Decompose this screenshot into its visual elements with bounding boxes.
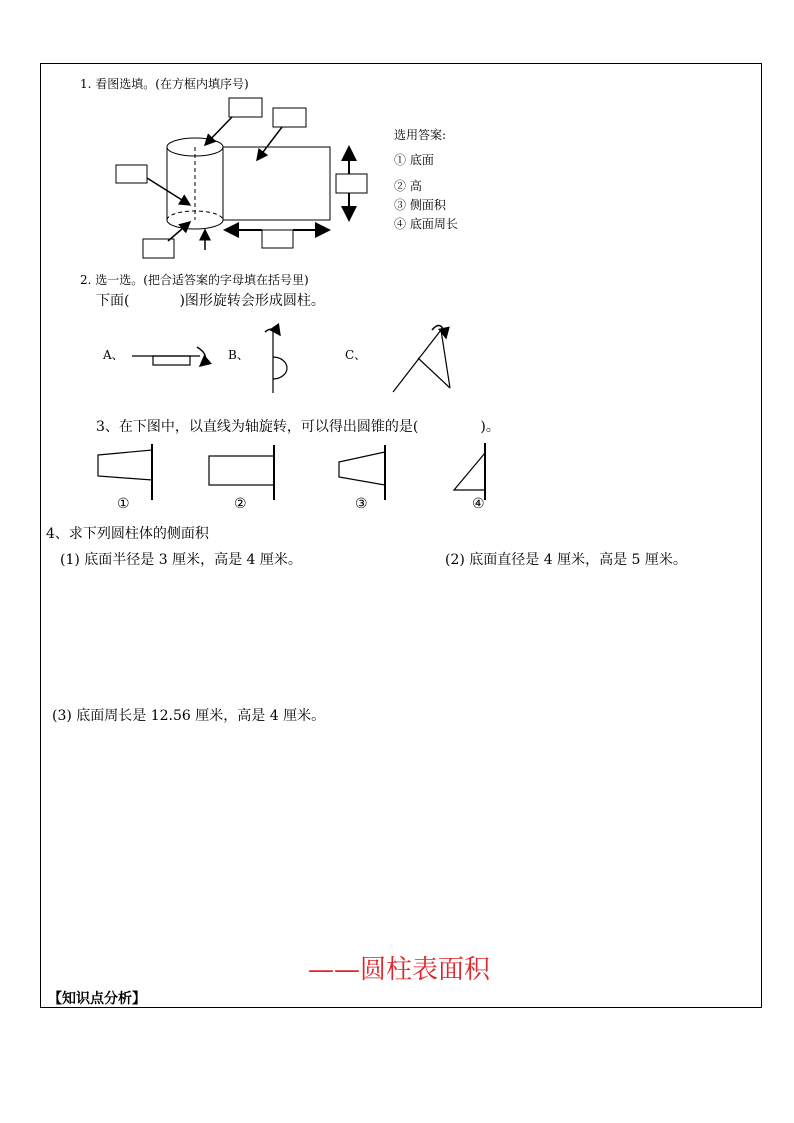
knowledge-heading: 【知识点分析】 — [48, 991, 146, 1007]
q3-question-post: )。 — [480, 419, 500, 435]
option-4: ④ 底面周长 — [394, 217, 458, 231]
option-1: ① 底面 — [394, 153, 434, 167]
q4-item-1: (1) 底面半径是 3 厘米，高是 4 厘米。 — [60, 552, 302, 568]
q2-label-b: B、 — [228, 348, 249, 362]
q4-item-3: (3) 底面周长是 12.56 厘米，高是 4 厘米。 — [52, 708, 326, 724]
section-title: ——圆柱表面积 — [308, 955, 491, 985]
q3-label-2: ② — [234, 496, 247, 512]
q2-question-post: )图形旋转会形成圆柱。 — [179, 293, 325, 309]
q4-title: 4、求下列圆柱体的侧面积 — [46, 526, 209, 542]
q3-label-1: ① — [117, 496, 130, 512]
options-title: 选用答案: — [394, 128, 447, 142]
q2-title: 2. 选一选。(把合适答案的字母填在括号里) — [80, 273, 309, 287]
q3-label-3: ③ — [355, 496, 368, 512]
q3-label-4: ④ — [472, 496, 485, 512]
q1-title: 1. 看图选填。(在方框内填序号) — [80, 77, 249, 91]
option-2: ② 高 — [394, 179, 422, 193]
q3-question-pre: 3、在下图中，以直线为轴旋转，可以得出圆锥的是( — [96, 419, 419, 435]
q2-question-pre: 下面( — [96, 293, 130, 309]
q2-label-a: A、 — [103, 348, 124, 362]
cone-options — [0, 0, 794, 520]
q2-label-c: C、 — [345, 348, 367, 362]
q4-item-2: (2) 底面直径是 4 厘米，高是 5 厘米。 — [445, 552, 687, 568]
option-3: ③ 侧面积 — [394, 198, 446, 212]
